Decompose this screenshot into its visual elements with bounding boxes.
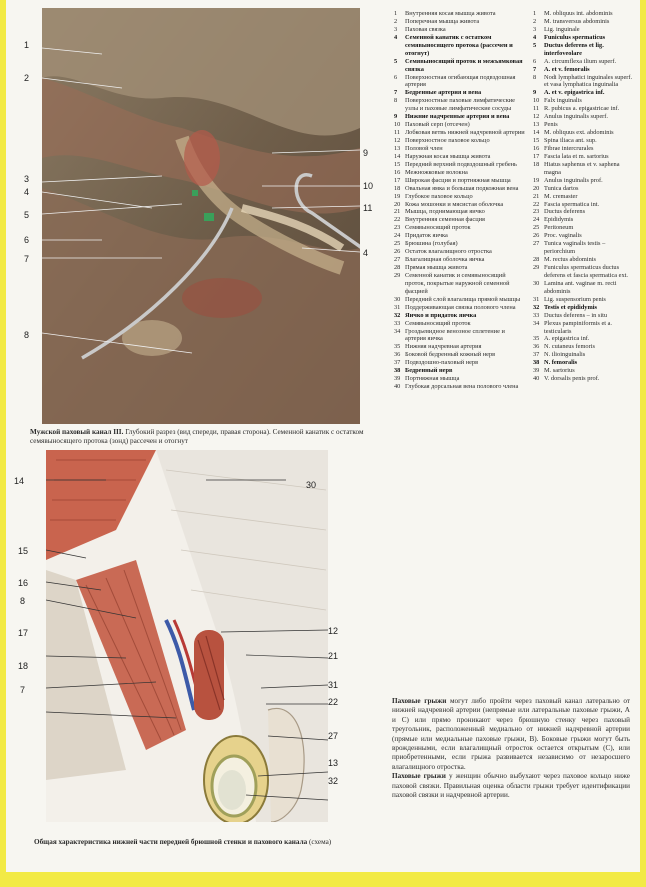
legend-la-item-text: Funiculus spermaticus ductus deferens et fascia spermatica ext.: [544, 264, 629, 279]
legend-ru-item-text: Половой член: [405, 144, 443, 152]
legend-ru-item-number: 14: [394, 152, 401, 160]
legend-la-item-text: R. pubicus a. epigastricae inf.: [544, 105, 620, 113]
legend-ru-item-number: 39: [394, 375, 401, 383]
legend-la-item-number: 25: [533, 224, 540, 232]
legend-ru-item-number: 34: [394, 327, 401, 335]
legend-ru-item-text: Поверхностная огибающая подвздошная артерия: [405, 73, 516, 89]
legend-ru-item-number: 13: [394, 144, 401, 152]
legend-ru-item-text: Внутренняя семенная фасция: [405, 216, 485, 224]
label-bot-7: 7: [20, 685, 26, 695]
legend-la-item-text: A. epigastrica inf.: [544, 335, 590, 343]
legend-la-item-text: Testis et epididymis: [544, 303, 597, 311]
legend-ru-item: [394, 208, 526, 216]
legend-la-item-text: M. rectus abdominis: [544, 256, 596, 264]
legend-ru-item: [394, 10, 526, 18]
legend-ru-item-text: Боковой бедренный кожный нерв: [405, 351, 496, 359]
label-top-6: 6: [24, 235, 30, 245]
legend-la-item: [533, 105, 637, 113]
legend-ru-item: [394, 264, 526, 272]
legend-ru-item: [394, 343, 526, 351]
legend-la-item-number: 29: [533, 264, 540, 271]
legend-ru-item-text: Семявыносящий проток: [405, 224, 471, 232]
legend-ru-item-number: 31: [394, 303, 401, 311]
legend-la-item: [533, 320, 637, 336]
legend-la-item-text: Tunica vaginalis testis – periorchium: [544, 240, 606, 256]
schematic-drawing: [46, 450, 328, 822]
legend-la-item-text: N. ilioinguinalis: [544, 351, 586, 359]
atlas-page: [6, 0, 640, 872]
legend-la-item: [533, 375, 637, 383]
legend-la-item-number: 39: [533, 367, 540, 375]
legend-ru-item: [394, 153, 526, 161]
legend-ru-item-number: 18: [394, 184, 401, 192]
legend-ru-item-text: Семенной канатик и семявыносящий проток, покрытые наружной семенной фасцией: [405, 271, 510, 295]
label-top-10: 10: [363, 181, 374, 191]
legend-ru-item-text: Мышца, поднимающая яичко: [405, 208, 485, 216]
legend-la-item: [533, 232, 637, 240]
legend-la-item: [533, 264, 637, 280]
legend-ru-item-number: 1: [394, 10, 398, 17]
legend-la-item-text: Penis: [544, 121, 558, 129]
hernia-paragraph-1-title: Паховые грыжи: [392, 697, 447, 705]
legend-la-item-number: 7: [533, 65, 537, 73]
legend-ru-item: [394, 34, 526, 58]
legend-la-item: [533, 97, 637, 105]
legend-la-item-text: M. obliquus ext. abdominis: [544, 129, 614, 137]
legend-la-item-number: 5: [533, 41, 537, 49]
legend-ru-item-text: Поперечная мышца живота: [405, 17, 480, 25]
legend-la-item-number: 13: [533, 121, 540, 129]
legend-la-item-number: 35: [533, 335, 540, 343]
legend-ru-item: [394, 328, 526, 344]
legend-ru-item-number: 6: [394, 73, 398, 81]
figure-bottom-caption: [34, 838, 354, 847]
label-bot-8: 8: [20, 596, 26, 606]
legend-la-item-text: Hiatus saphenus et v. saphena magna: [544, 160, 620, 176]
legend-ru-item: [394, 351, 526, 359]
legend-la-item-text: Fascia lata et m. sartorius: [544, 152, 609, 160]
legend-ru-item: [394, 383, 526, 391]
legend-la-item-text: Lamina ant. vaginae m. recti abdominis: [544, 279, 617, 295]
legend-la-item-number: 10: [533, 97, 540, 105]
legend-la-item: [533, 343, 637, 351]
legend-ru-item-text: Остаток влагалищного отростка: [405, 248, 492, 256]
legend-ru-item: [394, 177, 526, 185]
legend-ru-item: [394, 256, 526, 264]
legend-ru-item-text: Наружная косая мышца живота: [405, 152, 491, 160]
legend-la-item: [533, 42, 637, 58]
legend-ru-item-text: Паховый серп (отсечен): [405, 121, 470, 129]
legend-ru-item-text: Поддерживающая связка полового члена: [405, 303, 516, 311]
legend-la-item-text: A. circumflexa ilium superf.: [544, 57, 617, 65]
legend-ru-item: [394, 121, 526, 129]
legend-ru-item: [394, 312, 526, 320]
legend-la-item-text: A. et v. femoralis: [544, 65, 590, 73]
legend-ru-item: [394, 232, 526, 240]
legend-ru-item-text: Влагалищная оболочка яичка: [405, 256, 485, 264]
legend-ru-item-text: Поверхностное паховое кольцо: [405, 137, 490, 144]
legend-ru-item: [394, 216, 526, 224]
legend-ru-item: [394, 296, 526, 304]
legend-ru-item-number: 3: [394, 25, 398, 33]
legend-la-item-text: Ductus deferens et lig. interfoveolare: [544, 41, 604, 57]
legend-la-item: [533, 240, 637, 256]
legend-ru-item-number: 22: [394, 216, 401, 224]
legend-ru-item-text: Семенной канатик с остатком семявыносящего протока (рассечен и отогнут): [405, 33, 513, 57]
legend-la-item: [533, 193, 637, 201]
legend-la-item-text: M. obliquus int. abdominis: [544, 10, 613, 17]
legend-la-item-number: 12: [533, 113, 540, 121]
legend-la-item-text: N. cutaneus femoris: [544, 343, 595, 351]
legend-la-item: [533, 58, 637, 66]
legend-la-item-number: 4: [533, 33, 537, 41]
legend-ru-item: [394, 320, 526, 328]
legend-la-item-text: Plexus pampiniformis et a. testicularis: [544, 319, 613, 335]
legend-la-item: [533, 10, 637, 18]
legend-ru-item-number: 40: [394, 383, 401, 391]
legend-ru-item-text: Поверхностные паховые лимфатические узлы и паховые лимфатические сосуды: [405, 97, 515, 113]
legend-la-item-number: 33: [533, 311, 540, 319]
legend-la-item-number: 16: [533, 144, 540, 152]
legend-ru-item: [394, 58, 526, 74]
legend-ru-item: [394, 375, 526, 383]
legend-la-item-number: 26: [533, 232, 540, 240]
figure-top-caption-title: Мужской паховый канал III.: [30, 428, 124, 436]
legend-ru-item-number: 19: [394, 192, 401, 200]
legend-la-item-number: 24: [533, 216, 540, 224]
figure-bottom-caption-title: Общая характеристика нижней части передней брюшной стенки и пахового канала: [34, 838, 308, 846]
label-bot-17: 17: [18, 628, 29, 638]
legend-la-item-text: V. dorsalis penis prof.: [544, 375, 600, 383]
figure-top-caption: [30, 428, 368, 446]
figure-bottom-caption-text: (схема): [307, 838, 332, 846]
legend-ru-item: [394, 240, 526, 248]
legend-la-item: [533, 216, 637, 224]
legend-la-item-text: Nodi lymphatici inguinales superf. et vasa lymphatica inguinalia: [544, 73, 633, 89]
label-bot-14: 14: [14, 476, 25, 486]
label-bot-15: 15: [18, 546, 29, 556]
figure-top-caption-text: Глубокий разрез (вид спереди, правая сторона). Семенной канатик с остатком семявыносящего протока (зонд) рассечен и отогнут: [30, 428, 364, 446]
legend-la-item: [533, 74, 637, 90]
legend-la-item: [533, 312, 637, 320]
legend-la-item: [533, 26, 637, 34]
legend-ru-item: [394, 161, 526, 169]
legend-la-item: [533, 359, 637, 367]
legend-ru-item: [394, 201, 526, 209]
legend-la-item-text: Ductus deferens: [544, 208, 586, 216]
legend-la-item-number: 11: [533, 105, 540, 113]
legend-la-item-text: Ductus deferens – in situ: [544, 311, 608, 319]
legend-la-item-text: Proc. vaginalis: [544, 232, 582, 240]
label-top-5: 5: [24, 210, 30, 220]
legend-ru-item-number: 36: [394, 351, 401, 359]
legend-la-item-number: 9: [533, 89, 537, 97]
legend-ru-item: [394, 193, 526, 201]
legend-ru-item: [394, 89, 526, 97]
legend-ru-item-text: Овальная ямка и большая подкожная вена: [405, 184, 519, 192]
legend-la-item-text: Fibrae intercrurales: [544, 144, 594, 152]
legend-la-item-number: 40: [533, 375, 540, 383]
legend-la-item: [533, 161, 637, 177]
legend-ru-item: [394, 185, 526, 193]
legend-ru-item-text: Нижние надчревные артерия и вена: [405, 113, 510, 121]
legend-la-item-number: 1: [533, 10, 537, 17]
legend-ru-item-number: 37: [394, 359, 401, 367]
legend-ru-item-number: 29: [394, 271, 401, 279]
legend-ru-item-text: Гроздьевидное венозное сплетение и артерия яичка: [405, 327, 505, 343]
hernia-paragraph-2: [392, 772, 630, 800]
legend-la-item-text: Peritoneum: [544, 224, 574, 232]
legend-ru-item-number: 8: [394, 97, 398, 105]
legend-la-item-number: 22: [533, 200, 540, 208]
label-bot-13: 13: [328, 758, 339, 768]
legend-ru-item-number: 30: [394, 295, 401, 303]
legend-la-item-number: 20: [533, 184, 540, 192]
hernia-paragraph-1: [392, 697, 630, 772]
legend-ru-item-number: 20: [394, 200, 401, 208]
legend-ru-item-text: Кожа мошонки и мясистая оболочка: [405, 200, 504, 208]
legend-la-item-number: 31: [533, 295, 540, 303]
schematic-illustration: [46, 450, 328, 822]
legend-la-item: [533, 296, 637, 304]
legend-la-item-number: 36: [533, 343, 540, 351]
legend-la-item: [533, 335, 637, 343]
legend-ru-item: [394, 145, 526, 153]
legend-ru-item-number: 25: [394, 240, 401, 248]
legend-ru-item-text: Глубокая дорсальная вена полового члена: [405, 383, 519, 391]
legend-ru-item-text: Семявыносящий проток и межъямковая связка: [405, 57, 523, 73]
label-bot-12: 12: [328, 626, 339, 636]
legend-ru-item-number: 4: [394, 33, 398, 41]
legend-la-item-text: Anulus inguinalis prof.: [544, 176, 603, 184]
label-top-4: 4: [24, 187, 30, 197]
legend-ru-item-text: Яичко и придаток яичка: [405, 311, 477, 319]
label-bot-32: 32: [328, 776, 339, 786]
legend-ru-item-text: Нижняя надчревная артерия: [405, 343, 482, 351]
legend-ru-item-text: Передний слой влагалища прямой мышцы: [405, 295, 521, 303]
legend-latin: [533, 10, 637, 383]
legend-ru-item-number: 16: [394, 168, 401, 176]
legend-ru-item-text: Бедренные артерия и вена: [405, 89, 482, 97]
legend-ru-item-text: Портняжная мышца: [405, 375, 460, 383]
legend-la-item: [533, 304, 637, 312]
legend-la-item-text: M. cremaster: [544, 192, 578, 200]
legend-ru-item: [394, 26, 526, 34]
hernia-paragraph-1-text: могут либо пройти через паховый канал латерально от нижней надчревной артерии (непрямые или латеральные паховые грыжи, A и C) или прямо проникают через брюшную стенку через паховый треугольник, расположенный медиально от нижней надчревной артерии (прямые или медиальные паховые грыжи, B). Боковые грыжи могут быть врожденными, если влагалищный отросток остается открытым (C), или приобретенными, если грыжа развивается независимо от незаросшего влагалищного отростка.: [392, 697, 631, 771]
legend-la-item: [533, 66, 637, 74]
legend-ru-item-number: 5: [394, 57, 398, 65]
legend-ru-item: [394, 113, 526, 121]
label-bot-30: 30: [306, 480, 317, 490]
label-bot-31: 31: [328, 680, 339, 690]
legend-la-item: [533, 18, 637, 26]
legend-ru-item: [394, 272, 526, 296]
legend-la-item-number: 28: [533, 256, 540, 264]
legend-ru-item-number: 10: [394, 121, 401, 129]
legend-ru-item-number: 28: [394, 264, 401, 271]
legend-la-item-text: Lig. inguinale: [544, 25, 580, 33]
label-top-7: 7: [24, 254, 30, 264]
legend-la-item-text: Spina iliaca ant. sup.: [544, 137, 597, 144]
legend-ru-item-text: Межножковые волокна: [405, 168, 468, 176]
legend-ru-item-number: 11: [394, 129, 401, 137]
legend-la-item-text: Anulus inguinalis superf.: [544, 113, 608, 121]
legend-la-item-number: 34: [533, 319, 540, 327]
legend-la-item-text: Tunica dartos: [544, 184, 579, 192]
legend-ru-item-text: Подвздошно-паховый нерв: [405, 359, 479, 367]
legend-la-item: [533, 34, 637, 42]
legend-la-item: [533, 145, 637, 153]
dissection-photo: [42, 8, 360, 424]
legend-ru-item: [394, 304, 526, 312]
legend-la-item-text: A. et v. epigastrica inf.: [544, 89, 605, 97]
legend-la-item: [533, 121, 637, 129]
legend-la-item: [533, 177, 637, 185]
label-top-8: 8: [24, 330, 30, 340]
label-bot-21: 21: [328, 651, 339, 661]
hernia-text-block: [392, 697, 630, 800]
legend-ru-item-number: 9: [394, 113, 398, 121]
legend-ru-item-text: Передний верхний подвздошный гребень: [405, 160, 517, 168]
legend-ru-item: [394, 169, 526, 177]
legend-la-item: [533, 113, 637, 121]
legend-ru-item: [394, 74, 526, 90]
legend-la-item: [533, 280, 637, 296]
label-top-9: 9: [363, 148, 369, 158]
hernia-paragraph-2-text: у женщин обычно выбухают через паховое кольцо ниже паховой связки. Правильная оценка области грыжи требует идентификации паховой связки и надчревной артерии.: [392, 772, 630, 800]
legend-ru-item-text: Семявыносящий проток: [405, 319, 471, 327]
legend-la-item-number: 30: [533, 279, 540, 287]
legend-ru-item-text: Придаток яичка: [405, 232, 448, 240]
legend-la-item-number: 18: [533, 160, 540, 168]
legend-la-item-text: Funiculus spermaticus: [544, 33, 606, 41]
legend-la-item-number: 37: [533, 351, 540, 359]
legend-ru-item-number: 17: [394, 176, 401, 184]
label-bot-27: 27: [328, 731, 339, 741]
label-top-3: 3: [24, 174, 30, 184]
legend-la-item: [533, 208, 637, 216]
legend-ru-item: [394, 224, 526, 232]
legend-la-item: [533, 256, 637, 264]
legend-ru-item: [394, 359, 526, 367]
legend-la-item-number: 23: [533, 208, 540, 216]
hernia-paragraph-2-title: Паховые грыжи: [392, 772, 446, 781]
legend-ru-item-text: Широкая фасция и портняжная мышца: [405, 176, 511, 184]
legend-la-item: [533, 137, 637, 145]
legend-la-item-text: M. transversus abdominis: [544, 17, 610, 25]
legend-la-item-text: Falx inguinalis: [544, 97, 582, 105]
legend-ru-item: [394, 129, 526, 137]
legend-la-item-number: 3: [533, 25, 537, 33]
legend-ru-item-number: 12: [394, 137, 401, 144]
legend-la-item-text: Epididymis: [544, 216, 574, 224]
legend-ru-item: [394, 18, 526, 26]
legend-ru-item-text: Внутренняя косая мышца живота: [405, 10, 496, 17]
dissection-illustration: [42, 8, 360, 424]
label-top-4b: 4: [363, 248, 369, 258]
legend-ru-item-text: Глубокое паховое кольцо: [405, 192, 473, 200]
legend-la-item: [533, 224, 637, 232]
legend-ru-item-number: 38: [394, 367, 401, 375]
legend-ru-item-number: 21: [394, 208, 401, 216]
legend-ru-item-text: Лобковая ветвь нижней надчревной артерии: [405, 129, 525, 137]
legend-ru-item-number: 23: [394, 224, 401, 232]
legend-la-item-number: 8: [533, 73, 537, 81]
legend-ru-item-number: 35: [394, 343, 401, 351]
legend-la-item-number: 15: [533, 137, 540, 144]
legend-ru-item-number: 32: [394, 311, 401, 319]
legend-ru-item: [394, 137, 526, 145]
legend-ru-item: [394, 248, 526, 256]
legend-la-item: [533, 89, 637, 97]
legend-ru-item-number: 26: [394, 248, 401, 256]
legend-ru-item: [394, 97, 526, 113]
legend-ru-item-text: Бедренный нерв: [405, 367, 453, 375]
legend-la-item-number: 14: [533, 129, 540, 137]
label-top-2: 2: [24, 73, 30, 83]
legend-ru-item: [394, 367, 526, 375]
legend-la-item-number: 6: [533, 57, 537, 65]
label-bot-18: 18: [18, 661, 29, 671]
legend-russian: [394, 10, 526, 391]
label-top-1: 1: [24, 40, 30, 50]
legend-la-item-text: Lig. suspensorium penis: [544, 295, 606, 303]
legend-la-item-number: 21: [533, 192, 540, 200]
label-bot-22: 22: [328, 697, 339, 707]
legend-ru-item-number: 2: [394, 17, 398, 25]
legend-la-item-number: 38: [533, 359, 540, 367]
legend-la-item: [533, 129, 637, 137]
legend-la-item-text: Fascia spermatica int.: [544, 200, 600, 208]
legend-la-item-number: 32: [533, 303, 540, 311]
legend-la-item: [533, 153, 637, 161]
legend-ru-item-number: 24: [394, 232, 401, 240]
legend-la-item-text: N. femoralis: [544, 359, 578, 367]
legend-la-item-number: 17: [533, 152, 540, 160]
legend-ru-item-text: Прямая мышца живота: [405, 264, 468, 271]
legend-ru-item-number: 7: [394, 89, 398, 97]
legend-ru-item-text: Брюшина (голубая): [405, 240, 458, 248]
legend-la-item-number: 19: [533, 176, 540, 184]
legend-ru-item-text: Паховая связка: [405, 25, 446, 33]
label-top-11: 11: [363, 203, 373, 213]
legend-la-item-number: 2: [533, 17, 537, 25]
legend-la-item: [533, 185, 637, 193]
legend-la-item-text: M. sartorius: [544, 367, 575, 375]
legend-la-item-number: 27: [533, 240, 540, 248]
legend-la-item: [533, 351, 637, 359]
legend-la-item: [533, 201, 637, 209]
legend-ru-item-number: 33: [394, 319, 401, 327]
legend-ru-item-number: 15: [394, 160, 401, 168]
label-bot-16: 16: [18, 578, 29, 588]
legend-la-item: [533, 367, 637, 375]
legend-ru-item-number: 27: [394, 256, 401, 264]
